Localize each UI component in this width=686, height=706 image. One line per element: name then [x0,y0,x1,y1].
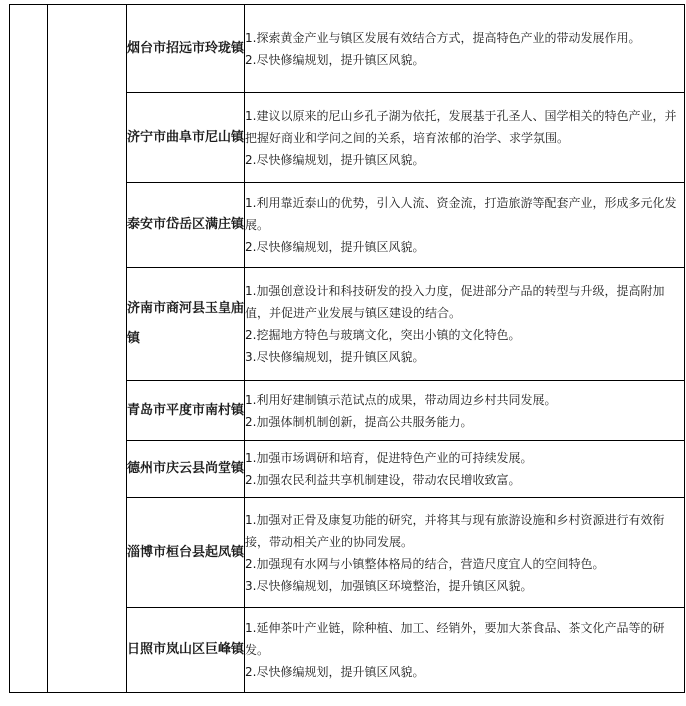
recommendation-item: 3.尽快修编规划，加强镇区环境整治，提升镇区风貌。 [245,578,533,593]
recommendation-item: 3.尽快修编规划，提升镇区风貌。 [245,350,425,364]
town-name: 烟台市招远市玲珑镇 [127,5,245,93]
recommendations-cell [245,608,685,693]
recommendation-item: 1.建议以原来的尼山乡孔子湖为依托，发展基于孔圣人、国学相关的特色产业，并把握好商业和学问之间的关系，培育浓郁的治学、求学氛围。 [245,108,677,145]
town-name: 青岛市平度市南村镇 [127,381,245,441]
recommendation-item: 2.加强体制机制创新，提高公共服务能力。 [245,414,473,429]
table-row [10,5,685,93]
category-column-cell [48,5,127,693]
recommendation-item: 2.尽快修编规划，提升镇区风貌。 [245,52,425,67]
recommendation-item: 2.尽快修编规划，提升镇区风貌。 [245,240,425,254]
recommendations-cell [245,441,685,498]
recommendation-item: 1.加强创意设计和科技研发的投入力度，促进部分产品的转型与升级，提高附加值，并促进产业发展与镇区建设的结合。 [245,284,665,320]
town-recommendations-table [9,4,685,693]
recommendation-item: 2.加强农民利益共享机制建设，带动农民增收致富。 [245,473,521,487]
town-name: 淄博市桓台县起凤镇 [127,498,245,608]
recommendation-item: 1.探索黄金产业与镇区发展有效结合方式，提高特色产业的带动发展作用。 [245,30,641,45]
recommendations-cell [245,183,685,268]
recommendation-item: 2.尽快修编规划，提升镇区风貌。 [245,152,425,167]
recommendations-cell [245,5,685,93]
recommendation-item: 1.利用靠近泰山的优势，引入人流、资金流，打造旅游等配套产业，形成多元化发展。 [245,196,677,232]
recommendations-cell [245,268,685,381]
town-name: 日照市岚山区巨峰镇 [127,608,245,693]
recommendation-item: 1.延伸茶叶产业链，除种植、加工、经销外，要加大茶食品、茶文化产品等的研发。 [245,621,665,657]
recommendation-item: 2.尽快修编规划，提升镇区风貌。 [245,665,425,679]
recommendation-item: 1.加强对正骨及康复功能的研究，并将其与现有旅游设施和乡村资源进行有效衔接，带动相关产业的协同发展。 [245,512,665,549]
town-name: 泰安市岱岳区满庄镇 [127,183,245,268]
recommendations-cell [245,498,685,608]
recommendation-item: 1.加强市场调研和培育，促进特色产业的可持续发展。 [245,451,533,465]
town-name: 济宁市曲阜市尼山镇 [127,93,245,183]
index-column-cell [10,5,48,693]
town-name: 济南市商河县玉皇庙镇 [127,268,245,381]
recommendations-cell [245,93,685,183]
recommendation-item: 2.加强现有水网与小镇整体格局的结合，营造尺度宜人的空间特色。 [245,556,605,571]
recommendation-item: 2.挖掘地方特色与玻璃文化，突出小镇的文化特色。 [245,328,521,342]
town-name: 德州市庆云县尚堂镇 [127,441,245,498]
recommendation-item: 1.利用好建制镇示范试点的成果，带动周边乡村共同发展。 [245,392,557,407]
recommendations-cell [245,381,685,441]
